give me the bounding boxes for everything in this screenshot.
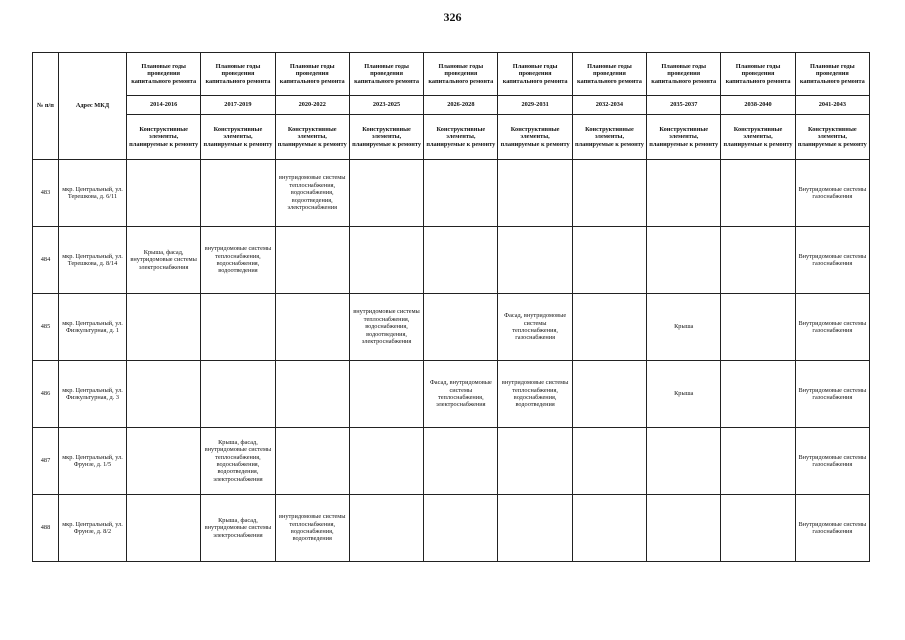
row-address: мкр. Центральный, ул. Физкультурная, д. 1 <box>59 294 127 361</box>
header-elements: Конструктивные элементы, планируемые к ремонту <box>795 115 869 160</box>
repair-elements-cell <box>127 495 201 562</box>
header-row-years <box>33 96 870 115</box>
repair-elements-cell: внутридомовые системы теплоснабжения, водоснабжения, водоотведения <box>201 227 275 294</box>
header-years: 2020-2022 <box>275 96 349 115</box>
repair-elements-cell <box>572 428 646 495</box>
header-period-title: Плановые годы проведения капитального ремонта <box>275 53 349 96</box>
header-period-title: Плановые годы проведения капитального ремонта <box>647 53 721 96</box>
repair-elements-cell <box>647 160 721 227</box>
repair-elements-cell <box>349 160 423 227</box>
header-years: 2023-2025 <box>349 96 423 115</box>
repair-elements-cell <box>572 495 646 562</box>
table-row <box>33 428 870 495</box>
header-row-elements <box>33 115 870 160</box>
repair-elements-cell <box>424 495 498 562</box>
header-elements: Конструктивные элементы, планируемые к ремонту <box>201 115 275 160</box>
repair-elements-cell <box>647 227 721 294</box>
header-elements: Конструктивные элементы, планируемые к ремонту <box>647 115 721 160</box>
repair-elements-cell: Внутридомовые системы газоснабжения <box>795 495 869 562</box>
header-num: № п/п <box>33 53 59 160</box>
repair-elements-cell <box>127 361 201 428</box>
repair-elements-cell <box>498 160 572 227</box>
header-elements: Конструктивные элементы, планируемые к ремонту <box>127 115 201 160</box>
capital-repair-table <box>32 52 870 562</box>
table-row <box>33 294 870 361</box>
header-years: 2041-2043 <box>795 96 869 115</box>
header-years: 2032-2034 <box>572 96 646 115</box>
repair-elements-cell: Крыша <box>647 361 721 428</box>
repair-elements-cell: внутридомовые системы теплоснабжения, водоснабжения, водоотведения <box>275 495 349 562</box>
repair-elements-cell <box>424 428 498 495</box>
repair-elements-cell: Крыша, фасад, внутридомовые системы электроснабжения <box>201 495 275 562</box>
repair-elements-cell <box>572 361 646 428</box>
repair-elements-cell <box>349 361 423 428</box>
header-period-title: Плановые годы проведения капитального ремонта <box>498 53 572 96</box>
table-row <box>33 361 870 428</box>
row-address: мкр. Центральный, ул. Терешкова, д. 6/11 <box>59 160 127 227</box>
header-years: 2017-2019 <box>201 96 275 115</box>
table-row <box>33 227 870 294</box>
repair-elements-cell: Фасад, внутридомовые системы теплоснабжения, электроснабжения <box>424 361 498 428</box>
table-row <box>33 160 870 227</box>
row-number: 485 <box>33 294 59 361</box>
repair-elements-cell: внутридомовые системы теплоснабжения, водоснабжения, водоотведения <box>498 361 572 428</box>
header-years: 2014-2016 <box>127 96 201 115</box>
repair-elements-cell: внутридомовые системы теплоснабжения, водоснабжения, водоотведения, электроснабжения <box>349 294 423 361</box>
repair-elements-cell <box>721 294 795 361</box>
repair-elements-cell <box>572 227 646 294</box>
repair-elements-cell: внутридомовые системы теплоснабжения, водоснабжения, водоотведения, электроснабжения <box>275 160 349 227</box>
repair-elements-cell <box>127 294 201 361</box>
row-address: мкр. Центральный, ул. Фрунзе, д. 1/5 <box>59 428 127 495</box>
header-elements: Конструктивные элементы, планируемые к ремонту <box>572 115 646 160</box>
repair-elements-cell: Крыша, фасад, внутридомовые системы электроснабжения <box>127 227 201 294</box>
repair-elements-cell <box>349 227 423 294</box>
page-number: 326 <box>443 10 462 24</box>
repair-elements-cell <box>721 160 795 227</box>
table-row <box>33 495 870 562</box>
repair-elements-cell <box>498 495 572 562</box>
repair-elements-cell <box>275 294 349 361</box>
row-address: мкр. Центральный, ул. Фрунзе, д. 8/2 <box>59 495 127 562</box>
repair-elements-cell <box>349 428 423 495</box>
repair-elements-cell <box>201 294 275 361</box>
repair-elements-cell <box>572 294 646 361</box>
repair-elements-cell <box>498 428 572 495</box>
row-address: мкр. Центральный, ул. Терешкова, д. 8/14 <box>59 227 127 294</box>
repair-elements-cell <box>647 428 721 495</box>
header-period-title: Плановые годы проведения капитального ремонта <box>572 53 646 96</box>
row-number: 486 <box>33 361 59 428</box>
repair-elements-cell <box>424 227 498 294</box>
table-body <box>33 160 870 562</box>
header-elements: Конструктивные элементы, планируемые к ремонту <box>498 115 572 160</box>
header-elements: Конструктивные элементы, планируемые к ремонту <box>721 115 795 160</box>
repair-elements-cell <box>647 495 721 562</box>
repair-elements-cell <box>275 361 349 428</box>
row-number: 484 <box>33 227 59 294</box>
repair-elements-cell: Фасад, внутридомовые системы теплоснабжения, газоснабжения <box>498 294 572 361</box>
header-period-title: Плановые годы проведения капитального ремонта <box>127 53 201 96</box>
header-years: 2026-2028 <box>424 96 498 115</box>
header-elements: Конструктивные элементы, планируемые к ремонту <box>424 115 498 160</box>
header-row-periods <box>33 53 870 96</box>
repair-elements-cell <box>201 361 275 428</box>
repair-elements-cell <box>721 428 795 495</box>
repair-elements-cell <box>721 227 795 294</box>
repair-elements-cell <box>721 361 795 428</box>
row-number: 483 <box>33 160 59 227</box>
header-period-title: Плановые годы проведения капитального ремонта <box>201 53 275 96</box>
repair-elements-cell <box>498 227 572 294</box>
repair-elements-cell: Внутридомовые системы газоснабжения <box>795 160 869 227</box>
row-number: 488 <box>33 495 59 562</box>
repair-elements-cell <box>127 160 201 227</box>
repair-elements-cell <box>572 160 646 227</box>
header-period-title: Плановые годы проведения капитального ремонта <box>795 53 869 96</box>
header-years: 2029-2031 <box>498 96 572 115</box>
header-period-title: Плановые годы проведения капитального ремонта <box>349 53 423 96</box>
header-elements: Конструктивные элементы, планируемые к ремонту <box>275 115 349 160</box>
header-period-title: Плановые годы проведения капитального ремонта <box>424 53 498 96</box>
header-years: 2035-2037 <box>647 96 721 115</box>
repair-elements-cell <box>721 495 795 562</box>
repair-elements-cell <box>201 160 275 227</box>
header-years: 2038-2040 <box>721 96 795 115</box>
header-address: Адрес МКД <box>59 53 127 160</box>
repair-elements-cell: Внутридомовые системы газоснабжения <box>795 294 869 361</box>
repair-elements-cell <box>349 495 423 562</box>
repair-elements-cell: Внутридомовые системы газоснабжения <box>795 361 869 428</box>
repair-elements-cell: Внутридомовые системы газоснабжения <box>795 227 869 294</box>
repair-elements-cell <box>275 428 349 495</box>
header-period-title: Плановые годы проведения капитального ремонта <box>721 53 795 96</box>
repair-elements-cell: Крыша <box>647 294 721 361</box>
header-elements: Конструктивные элементы, планируемые к ремонту <box>349 115 423 160</box>
repair-elements-cell <box>127 428 201 495</box>
repair-elements-cell <box>275 227 349 294</box>
row-number: 487 <box>33 428 59 495</box>
repair-elements-cell: Крыша, фасад, внутридомовые системы теплоснабжения, водоснабжения, водоотведения, электроснабжения <box>201 428 275 495</box>
repair-elements-cell: Внутридомовые системы газоснабжения <box>795 428 869 495</box>
repair-elements-cell <box>424 160 498 227</box>
repair-elements-cell <box>424 294 498 361</box>
row-address: мкр. Центральный, ул. Физкультурная, д. 3 <box>59 361 127 428</box>
